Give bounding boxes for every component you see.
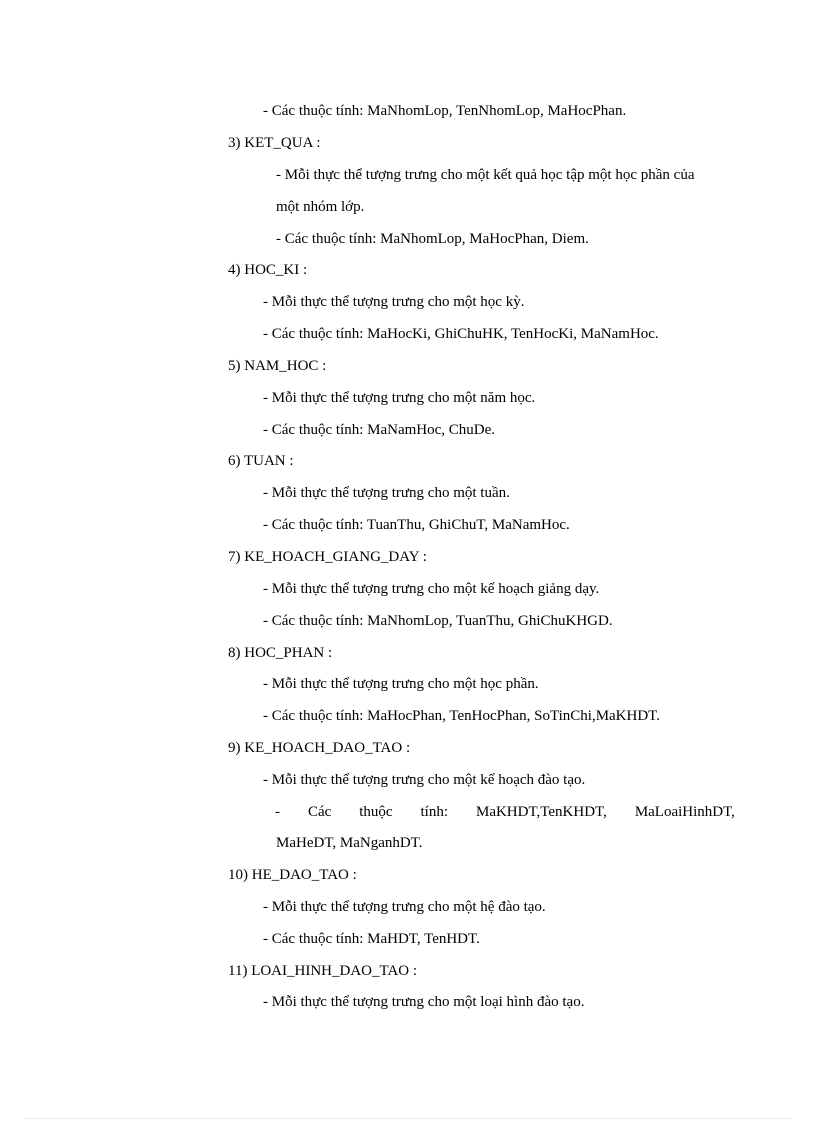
attributes-line: - Các thuộc tính: MaHocPhan, TenHocPhan, SoTinChi,MaKHDT. — [263, 708, 660, 724]
attributes-line: - Các thuộc tính: MaHocKi, GhiChuHK, TenHocKi, MaNamHoc. — [263, 326, 659, 342]
description-line: - Mỗi thực thể tượng trưng cho một kế hoạch đào tạo. — [263, 772, 586, 788]
description-line: - Mỗi thực thể tượng trưng cho một loại hình đào tạo. — [263, 994, 585, 1010]
attributes-line: - Các thuộc tính: MaNamHoc, ChuDe. — [263, 422, 496, 438]
section-heading: 5) NAM_HOC : — [228, 358, 327, 374]
attributes-line: - Các thuộc tính: MaHDT, TenHDT. — [263, 931, 480, 947]
section-heading: 10) HE_DAO_TAO : — [228, 867, 357, 883]
description-line: - Mỗi thực thể tượng trưng cho một kết quả học tập một học phần của — [276, 167, 695, 183]
section-heading: 6) TUAN : — [228, 453, 294, 469]
section-heading: 3) KET_QUA : — [228, 135, 321, 151]
attributes-line: - Các thuộc tính: MaNhomLop, TuanThu, GhiChuKHGD. — [263, 613, 613, 629]
justified-word: MaKHDT,TenKHDT, — [475, 804, 607, 820]
attributes-line: - Các thuộc tính: MaNhomLop, TenNhomLop, MaHocPhan. — [263, 103, 627, 119]
section-heading: 11) LOAI_HINH_DAO_TAO : — [228, 963, 418, 979]
section-heading: 9) KE_HOACH_DAO_TAO : — [228, 740, 411, 756]
description-line: - Mỗi thực thể tượng trưng cho một học kỳ. — [263, 294, 525, 310]
section-heading: 7) KE_HOACH_GIANG_DAY : — [228, 549, 427, 565]
attributes-line: - Các thuộc tính: TuanThu, GhiChuT, MaNamHoc. — [263, 517, 570, 533]
description-line: - Mỗi thực thể tượng trưng cho một học phần. — [263, 676, 539, 692]
attributes-line-justified — [275, 802, 735, 822]
page-bottom-divider — [25, 1118, 791, 1119]
attributes-line: - Các thuộc tính: MaNhomLop, MaHocPhan, Diem. — [276, 231, 589, 247]
justified-word: thuộc — [359, 804, 393, 820]
description-line: - Mỗi thực thể tượng trưng cho một năm học. — [263, 390, 536, 406]
description-line: - Mỗi thực thể tượng trưng cho một kế hoạch giảng dạy. — [263, 581, 600, 597]
section-heading: 8) HOC_PHAN : — [228, 645, 333, 661]
description-line-continued: một nhóm lớp. — [276, 199, 365, 215]
description-line: - Mỗi thực thể tượng trưng cho một tuần. — [263, 485, 510, 501]
attributes-line-continued: MaHeDT, MaNganhDT. — [276, 835, 423, 851]
justified-word: Các — [307, 804, 332, 820]
justified-word: tính: — [420, 804, 449, 820]
description-line: - Mỗi thực thể tượng trưng cho một hệ đào tạo. — [263, 899, 546, 915]
justified-word: MaLoaiHinhDT, — [634, 804, 735, 820]
section-heading: 4) HOC_KI : — [228, 262, 308, 278]
justified-word: - — [275, 804, 280, 820]
